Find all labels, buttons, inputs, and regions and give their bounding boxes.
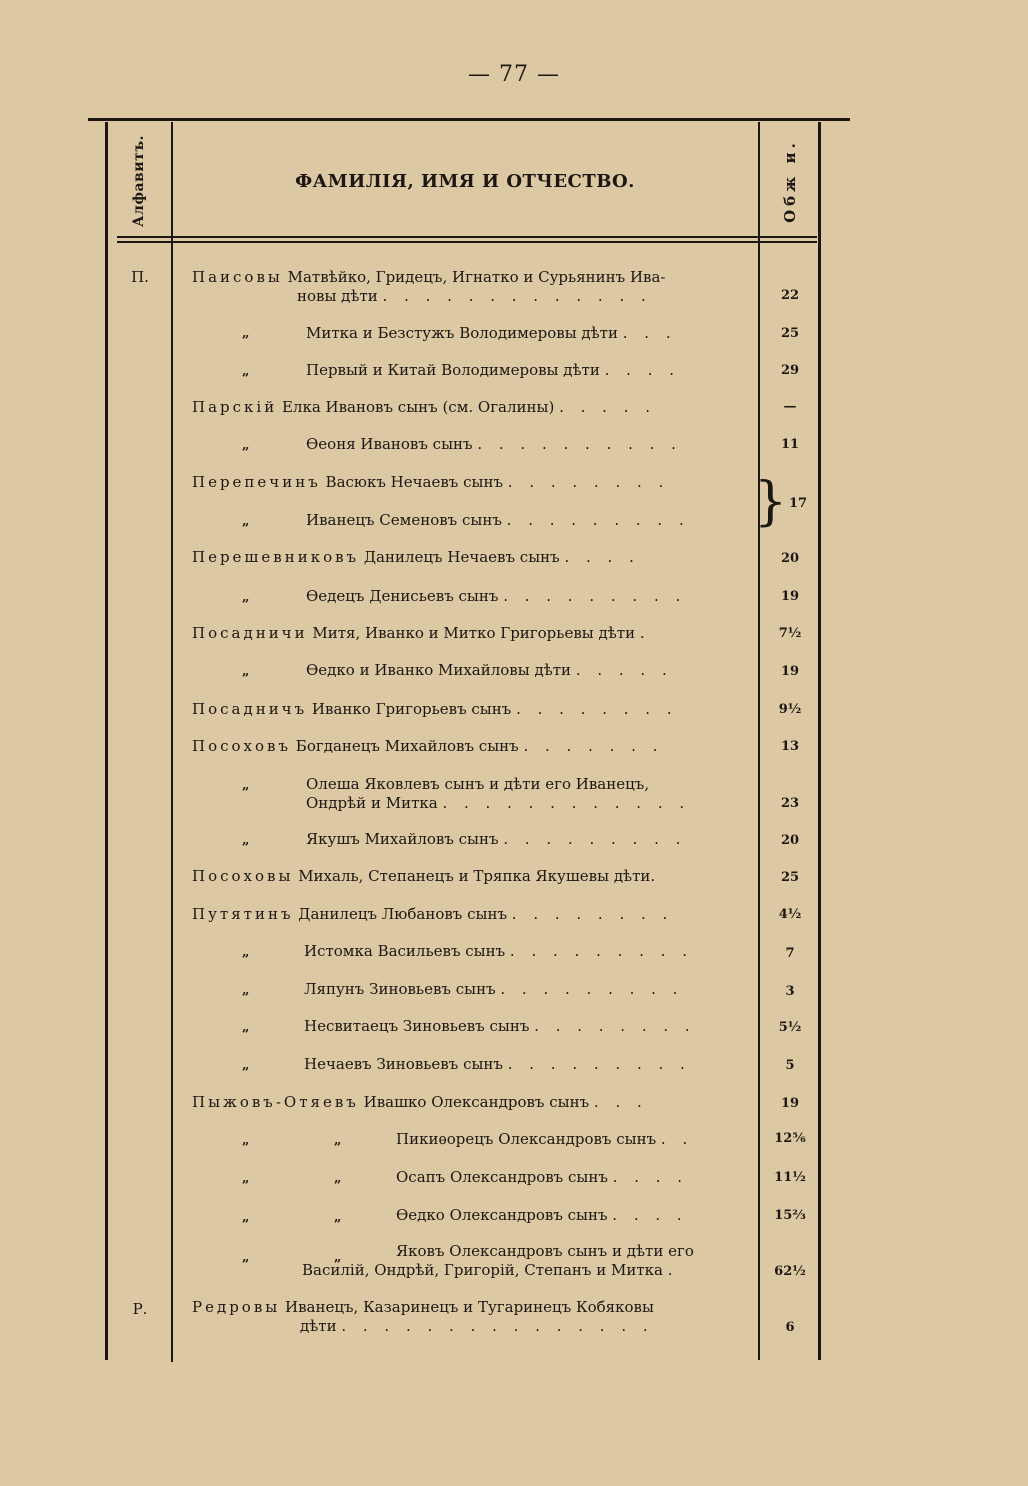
leader-dots: . . . . . . . .	[534, 1017, 696, 1035]
ditto-mark: „	[242, 664, 250, 679]
obzh-value: 12⅚	[774, 1131, 806, 1146]
leader-dots: . . . .	[564, 548, 640, 566]
obzh-value: 5	[785, 1058, 795, 1073]
ditto-mark: „	[242, 326, 250, 341]
leader-dots: . .	[660, 1130, 694, 1148]
ditto-mark: „	[242, 778, 250, 793]
table-row	[306, 324, 758, 343]
leader-dots: . . . .	[604, 361, 681, 379]
entry-text: Матвѣйко, Гридецъ, Игнатко и Сурьянинъ Ива-	[282, 268, 666, 286]
obzh-value: 62½	[774, 1264, 806, 1279]
table-row	[306, 511, 758, 530]
obzh-value: 7	[785, 946, 795, 961]
leader-dots: . . . . . . . . .	[506, 511, 690, 529]
ditto-mark: „	[242, 590, 250, 605]
obzh-value: 11½	[774, 1170, 806, 1185]
entry-text: Первый и Китай Володимеровы дѣти	[306, 361, 600, 379]
leader-dots: . . . . . . . . . . . .	[442, 794, 691, 812]
ditto-mark: „	[334, 1133, 342, 1148]
obzh-value: 25	[780, 326, 800, 341]
table-row	[192, 268, 752, 306]
ditto-mark: „	[242, 1133, 250, 1148]
entry-text: Василій, Ондрѣй, Григорій, Степанъ и Митка	[302, 1261, 663, 1279]
entry-text: Яковъ Олександровъ сынъ и дѣти его	[396, 1242, 694, 1260]
entry-text: Истомка Васильевъ сынъ	[304, 942, 506, 960]
obzh-value: 3	[785, 984, 795, 999]
leader-dots: . . . . . . . .	[511, 905, 674, 923]
entry-text: Олеша Яковлевъ сынъ и дѣти его Иванецъ,	[306, 775, 650, 793]
leader-dots: . . . . . . .	[523, 737, 664, 755]
table-row	[304, 1055, 756, 1074]
entry-text: Михаль, Степанецъ и Тряпка Якушевы дѣти.	[293, 867, 656, 885]
table-row	[306, 661, 758, 680]
table-row	[192, 867, 752, 886]
header-title: ФАМИЛІЯ, ИМЯ И ОТЧЕСТВО.	[295, 170, 635, 192]
entry-text: Ѳеоня Ивановъ сынъ	[306, 435, 473, 453]
surname: Паисовы	[192, 268, 283, 286]
entry-text: Данилецъ Нечаевъ сынъ	[359, 548, 560, 566]
table-row	[192, 1298, 752, 1336]
table-row	[192, 700, 752, 719]
entry-text: Данилецъ Любановъ сынъ	[293, 905, 507, 923]
table-row	[396, 1206, 752, 1225]
leader-dots: . . . .	[612, 1168, 689, 1186]
entry-text: Пикиѳорецъ Олександровъ сынъ	[396, 1130, 657, 1148]
ditto-mark: „	[242, 514, 250, 529]
entry-text: Иванко Григорьевъ сынъ	[307, 700, 512, 718]
ditto-mark: „	[242, 983, 250, 998]
table-row	[396, 1242, 752, 1261]
surname: Путятинъ	[192, 905, 294, 923]
obzh-value: 5½	[778, 1020, 802, 1035]
entry-text: Иванецъ, Казаринецъ и Тугаринецъ Кобяковы	[280, 1298, 654, 1316]
ditto-mark: „	[334, 1171, 342, 1186]
surname: Редровы	[192, 1298, 281, 1316]
obzh-value: 25	[780, 870, 800, 885]
header-obzh: Обж и.	[781, 139, 800, 223]
entry-text: новы дѣти	[297, 287, 378, 305]
leader-dots: . . . .	[612, 1206, 688, 1224]
ditto-mark: „	[242, 1210, 250, 1225]
ditto-mark: „	[242, 1171, 250, 1186]
entry-text: Иванецъ Семеновъ сынъ	[306, 511, 502, 529]
obzh-value: —	[783, 399, 797, 414]
leader-dots: .	[667, 1261, 679, 1279]
table-row	[192, 1093, 752, 1112]
obzh-value: 7½	[778, 626, 802, 641]
obzh-value: 9½	[778, 702, 802, 717]
entry-text: Богданецъ Михайловъ сынъ	[291, 737, 519, 755]
table-row	[306, 435, 758, 454]
surname: Посоховы	[192, 867, 294, 885]
entry-text: Васюкъ Нечаевъ сынъ	[320, 473, 503, 491]
entry-text: Ѳедко и Иванко Михайловы дѣти	[306, 661, 572, 679]
obzh-value: 20	[780, 833, 800, 848]
table-row-continuation	[302, 1261, 754, 1280]
entry-text: Митка и Безстужъ Володимеровы дѣти	[306, 324, 618, 342]
leader-dots: . . . . . . . .	[507, 473, 670, 491]
leader-dots: . . . . . . . .	[516, 700, 678, 718]
surname: Парскій	[192, 398, 278, 416]
obzh-value: 19	[780, 1096, 800, 1111]
ditto-mark: „	[334, 1210, 342, 1225]
ditto-mark: „	[242, 1020, 250, 1035]
entry-text: Ивашко Олександровъ сынъ	[358, 1093, 590, 1111]
obzh-value: 13	[780, 739, 800, 754]
obzh-value: 22	[780, 288, 800, 303]
leader-dots: . . .	[593, 1093, 648, 1111]
leader-dots: . . . . . . . . .	[503, 830, 687, 848]
leader-dots: . . . . . . . . . . . . .	[382, 287, 652, 305]
obzh-value: 4½	[778, 907, 802, 922]
table-row	[192, 624, 752, 643]
leader-dots: . . . . . . . . .	[503, 587, 687, 605]
obzh-value: 17	[788, 496, 808, 511]
entry-text: Ляпунъ Зиновьевъ сынъ	[304, 980, 496, 998]
section-letter: П.	[131, 268, 149, 286]
table-row	[192, 398, 752, 417]
surname: Перешевниковъ	[192, 548, 360, 566]
ditto-mark: „	[242, 833, 250, 848]
ditto-mark: „	[242, 1250, 250, 1265]
entry-text: Несвитаецъ Зиновьевъ сынъ	[304, 1017, 530, 1035]
leader-dots: . . . . . . . . . . . . . . .	[341, 1317, 654, 1335]
leader-dots: . . . . .	[575, 661, 673, 679]
entry-text: Ѳедецъ Денисьевъ сынъ	[306, 587, 499, 605]
obzh-value: 15⅔	[774, 1208, 806, 1223]
leader-dots: . . . . . . . . . .	[477, 435, 682, 453]
table-row	[192, 737, 752, 756]
table-row	[192, 905, 752, 924]
obzh-value: 11	[780, 437, 800, 452]
table-row	[306, 830, 758, 849]
obzh-value: 29	[780, 363, 800, 378]
entry-text: Елка Ивановъ сынъ (см. Огалины)	[277, 398, 555, 416]
surname: Посадничи	[192, 624, 308, 642]
obzh-value: 19	[780, 664, 800, 679]
table-row	[192, 473, 752, 492]
surname: Посадничъ	[192, 700, 308, 718]
surname: Перепечинъ	[192, 473, 321, 491]
table-row	[306, 361, 758, 380]
entry-text: Нечаевъ Зиновьевъ сынъ	[304, 1055, 503, 1073]
table-row	[396, 1168, 752, 1187]
table-row	[306, 775, 758, 813]
table-row	[306, 587, 758, 606]
leader-dots: . . . . .	[559, 398, 657, 416]
ditto-mark: „	[334, 1250, 342, 1265]
entry-text: Осапъ Олександровъ сынъ	[396, 1168, 608, 1186]
entry-text: Ѳедко Олександровъ сынъ	[396, 1206, 608, 1224]
table-row	[304, 942, 756, 961]
header-alphabet: Алфавитъ.	[131, 135, 147, 227]
entry-text: Митя, Иванко и Митко Григорьевы дѣти	[307, 624, 636, 642]
table-row	[304, 1017, 756, 1036]
brace-bracket: }	[754, 472, 788, 532]
page-number: — 77 —	[468, 62, 560, 87]
leader-dots: . . . . . . . . .	[509, 942, 693, 960]
entry-text: Якушъ Михайловъ сынъ	[306, 830, 499, 848]
surname: Пыжовъ-Отяевъ	[192, 1093, 359, 1111]
ditto-mark: „	[242, 1058, 250, 1073]
leader-dots: . . .	[622, 324, 677, 342]
leader-dots: .	[639, 624, 651, 642]
table-row	[396, 1130, 752, 1149]
obzh-value: 6	[785, 1320, 795, 1335]
entry-text: дѣти	[300, 1317, 337, 1335]
table-row	[304, 980, 756, 999]
surname: Посоховъ	[192, 737, 292, 755]
ditto-mark: „	[242, 364, 250, 379]
leader-dots: . . . . . . . . .	[500, 980, 684, 998]
obzh-value: 23	[780, 796, 800, 811]
section-letter: Р.	[132, 1300, 148, 1318]
ditto-mark: „	[242, 438, 250, 453]
table-row	[192, 548, 752, 567]
entry-text: Ондрѣй и Митка	[306, 794, 438, 812]
obzh-value: 20	[780, 551, 800, 566]
obzh-value: 19	[780, 589, 800, 604]
leader-dots: . . . . . . . . .	[507, 1055, 691, 1073]
ditto-mark: „	[242, 945, 250, 960]
